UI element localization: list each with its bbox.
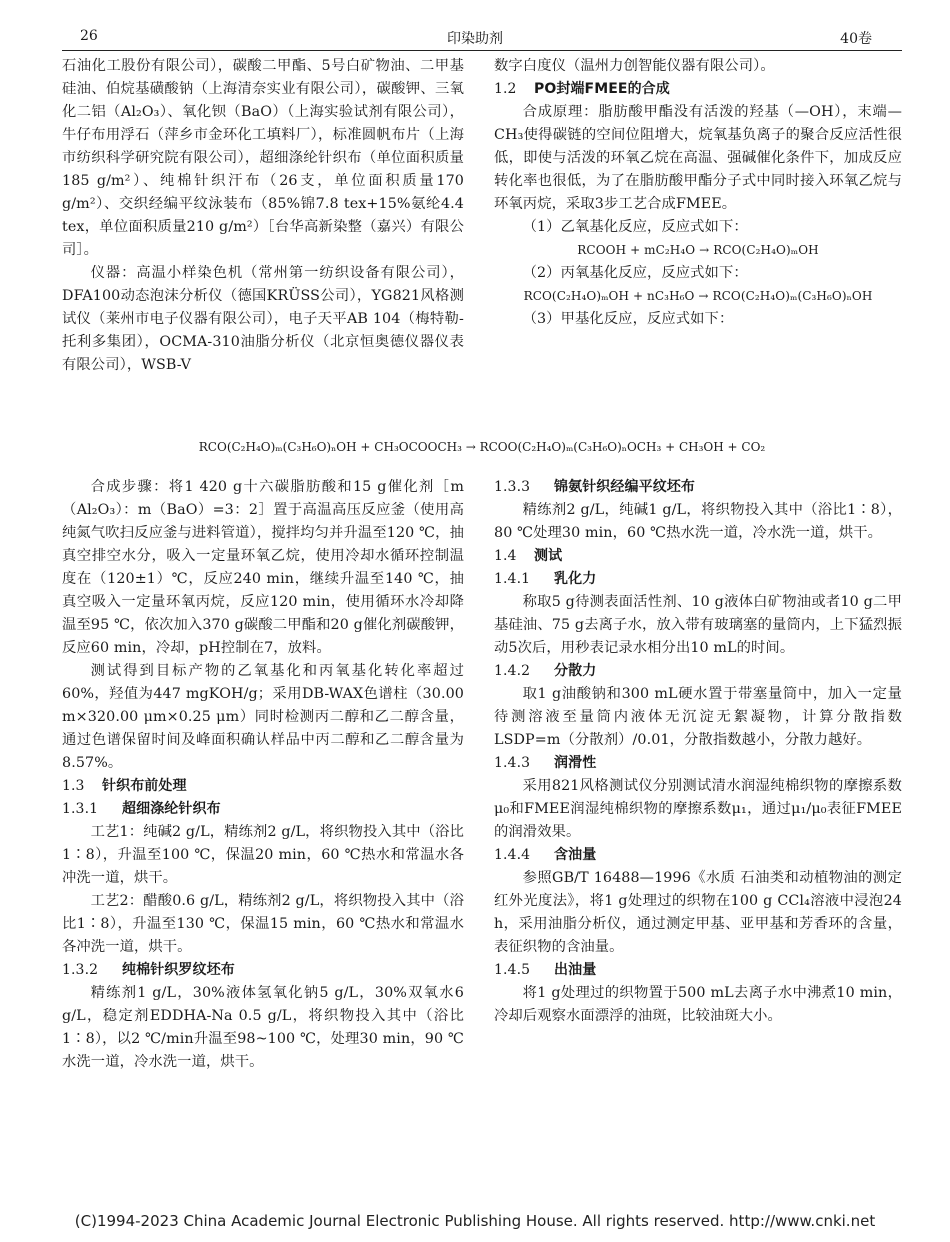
left-column-bottom xyxy=(62,476,464,1074)
synthesis-principle: 合成原理：脂肪酸甲酯没有活泼的羟基（—OH），末端—CH₃使得碳链的空间位阻增大，烷氧基负离子的聚合反应活性很低，即使与活泼的环氧乙烷在高温、强碱催化条件下，加成反应转化率也很低，为了在脂肪酸甲酯分子式中同时接入环氧乙烷与环氧丙烷，采取3步工艺合成FMEE。 xyxy=(494,104,902,212)
oil-content-method: 参照GB/T 16488—1996《水质 石油类和动植物油的测定 红外光度法》，将1 g处理过的织物在100 g CCl₄溶液中浸泡24 h，采用油脂分析仪，通过测定甲基、亚甲基和芳香环的含量，表征织物的含油量。 xyxy=(494,870,902,955)
section-heading xyxy=(62,775,464,798)
section-number: 1.3.3 xyxy=(494,479,531,495)
process-1: 工艺1：纯碱2 g/L，精练剂2 g/L，将织物投入其中（浴比1∶8），升温至100 ℃，保温20 min，60 ℃热水和常温水各冲洗一道，烘干。 xyxy=(62,824,464,886)
left-column-top xyxy=(62,55,464,377)
volume-label: 40卷 xyxy=(840,31,872,47)
section-heading xyxy=(494,545,902,568)
oil-release-method: 将1 g处理过的织物置于500 mL去离子水中沸煮10 min，冷却后观察水面漂浮的油斑，比较油斑大小。 xyxy=(494,985,902,1024)
section-title: 测试 xyxy=(534,548,563,564)
section-title: PO封端FMEE的合成 xyxy=(534,81,670,97)
right-column-bottom xyxy=(494,476,902,1028)
dispersion-method: 取1 g油酸钠和300 mL硬水置于带塞量筒中，加入一定量待测溶液至量筒内液体无沉淀无絮凝物，计算分散指数LSDP=m（分散剂）/0.01，分散指数越小，分散力越好。 xyxy=(494,686,902,748)
subsection-heading xyxy=(494,959,902,982)
section-number: 1.3 xyxy=(62,778,85,794)
step-2-label: （2）丙氧基化反应，反应式如下： xyxy=(522,265,748,281)
process-2: 工艺2：醋酸0.6 g/L，精练剂2 g/L，将织物投入其中（浴比1∶8），升温至130 ℃，保温15 min，60 ℃热水和常温水各冲洗一道，烘干。 xyxy=(62,893,464,955)
section-title: 分散力 xyxy=(554,663,597,679)
section-number: 1.4.3 xyxy=(494,755,531,771)
section-number: 1.4.5 xyxy=(494,962,531,978)
copyright-footer: (C)1994-2023 China Academic Journal Electronic Publishing House. All rights reserved. http://www.cnki.net xyxy=(74,1212,876,1230)
test-results: 测试得到目标产物的乙氧基化和丙氧基化转化率超过60%，羟值为447 mgKOH/g；采用DB-WAX色谱柱（30.00 m×320.00 μm×0.25 μm）同时检测丙二醇和乙二醇含量，通过色谱保留时间及峰面积确认样品中丙二醇和乙二醇含量为8.57%。 xyxy=(62,663,464,771)
section-title: 润滑性 xyxy=(554,755,597,771)
subsection-heading xyxy=(494,660,902,683)
emulsification-method: 称取5 g待测表面活性剂、10 g液体白矿物油或者10 g二甲基硅油、75 g去离子水，放入带有玻璃塞的量筒内，上下猛烈振动5次后，用秒表记录水相分出10 mL的时间。 xyxy=(494,594,902,656)
subsection-heading xyxy=(494,844,902,867)
subsection-heading xyxy=(494,568,902,591)
section-number: 1.3.2 xyxy=(62,962,99,978)
section-number: 1.4.2 xyxy=(494,663,531,679)
right-column-top xyxy=(494,55,902,331)
subsection-heading xyxy=(62,959,464,982)
section-title: 乳化力 xyxy=(554,571,597,587)
journal-title: 印染助剂 xyxy=(447,31,503,47)
nylon-process: 精练剂2 g/L，纯碱1 g/L，将织物投入其中（浴比1∶8），80 ℃处理30 min，60 ℃热水洗一道，冷水洗一道，烘干。 xyxy=(494,502,902,541)
instruments-paragraph: 仪器：高温小样染色机（常州第一纺织设备有限公司），DFA100动态泡沫分析仪（德国KRÜSS公司），YG821风格测试仪（莱州市电子仪器有限公司），电子天平AB 104（梅特勒-托利多集团），OCMA-310油脂分析仪（北京恒奥德仪器仪表有限公司），WSB-V xyxy=(62,265,464,373)
section-number: 1.4 xyxy=(494,548,517,564)
section-number: 1.3.1 xyxy=(62,801,99,817)
equation-3: RCO(C₂H₄O)ₘ(C₃H₆O)ₙOH + CH₃OCOOCH₃ → RCOO(C₂H₄O)ₘ(C₃H₆O)ₙOCH₃ + CH₃OH + CO₂ xyxy=(198,440,766,454)
section-title: 超细涤纶针织布 xyxy=(122,801,221,817)
section-number: 1.2 xyxy=(494,81,517,97)
step-1-label: （1）乙氧基化反应，反应式如下： xyxy=(522,219,748,235)
section-heading xyxy=(494,78,902,101)
step-3-label: （3）甲基化反应，反应式如下： xyxy=(522,311,734,327)
synthesis-steps: 合成步骤：将1 420 g十六碳脂肪酸和15 g催化剂［m（Al₂O₃）：m（BaO）=3：2］置于高温高压反应釜（使用高纯氮气吹扫反应釜与进料管道），搅拌均匀并升温至120 ℃，抽真空排空水分，吸入一定量环氧乙烷，使用冷却水循环控制温度在（120±1）℃，反应240 min，继续升温至140 ℃，抽真空吸入一定量环氧丙烷，反应120 min，使用循环水冷却降温至95 ℃，依次加入370 g碳酸二甲酯和20 g催化剂碳酸钾，反应60 min，冷却，pH控制在7，放料。 xyxy=(62,479,464,656)
lubricity-method: 采用821风格测试仪分别测试清水润湿纯棉织物的摩擦系数μ₀和FMEE润湿纯棉织物的摩擦系数μ₁，通过μ₁/μ₀表征FMEE的润滑效果。 xyxy=(494,778,902,840)
page-header xyxy=(0,26,950,50)
section-title: 含油量 xyxy=(554,847,597,863)
instruments-continued: 数字白度仪（温州力创智能仪器有限公司）。 xyxy=(494,58,775,74)
section-number: 1.4.4 xyxy=(494,847,531,863)
section-title: 针织布前处理 xyxy=(102,778,187,794)
section-title: 纯棉针织罗纹坯布 xyxy=(122,962,235,978)
subsection-heading xyxy=(494,752,902,775)
page-number: 26 xyxy=(80,28,98,44)
header-rule xyxy=(62,50,902,51)
subsection-heading xyxy=(494,476,902,499)
section-title: 出油量 xyxy=(554,962,597,978)
subsection-heading xyxy=(62,798,464,821)
equation-2: RCO(C₂H₄O)ₘOH + nC₃H₆O → RCO(C₂H₄O)ₘ(C₃H₆O)ₙOH xyxy=(523,289,873,303)
section-title: 锦氨针织经编平纹坯布 xyxy=(554,479,695,495)
cotton-process: 精练剂1 g/L，30%液体氢氧化钠5 g/L，30%双氧水6 g/L，稳定剂EDDHA-Na 0.5 g/L，将织物投入其中（浴比1∶8），以2 ℃/min升温至98~100 ℃，处理30 min，90 ℃水洗一道，冷水洗一道，烘干。 xyxy=(62,985,464,1070)
equation-1: RCOOH + mC₂H₄O → RCO(C₂H₄O)ₘOH xyxy=(577,243,819,257)
section-number: 1.4.1 xyxy=(494,571,531,587)
materials-paragraph: 石油化工股份有限公司），碳酸二甲酯、5号白矿物油、二甲基硅油、伯烷基磺酸钠（上海清奈实业有限公司），碳酸钾、三氧化二铝（Al₂O₃）、氧化钡（BaO）（上海实验试剂有限公司），牛仔布用浮石（萍乡市金环化工填料厂），标准圆帆布片（上海市纺织科学研究院有限公司），超细涤纶针织布（单位面积质量185 g/m²）、纯棉针织汗布（26支，单位面积质量170 g/m²）、交织经编平纹泳装布（85%锦7.8 tex+15%氨纶4.4 tex，单位面积质量210 g/m²）［台华高新染整（嘉兴）有限公司］。 xyxy=(62,58,464,258)
